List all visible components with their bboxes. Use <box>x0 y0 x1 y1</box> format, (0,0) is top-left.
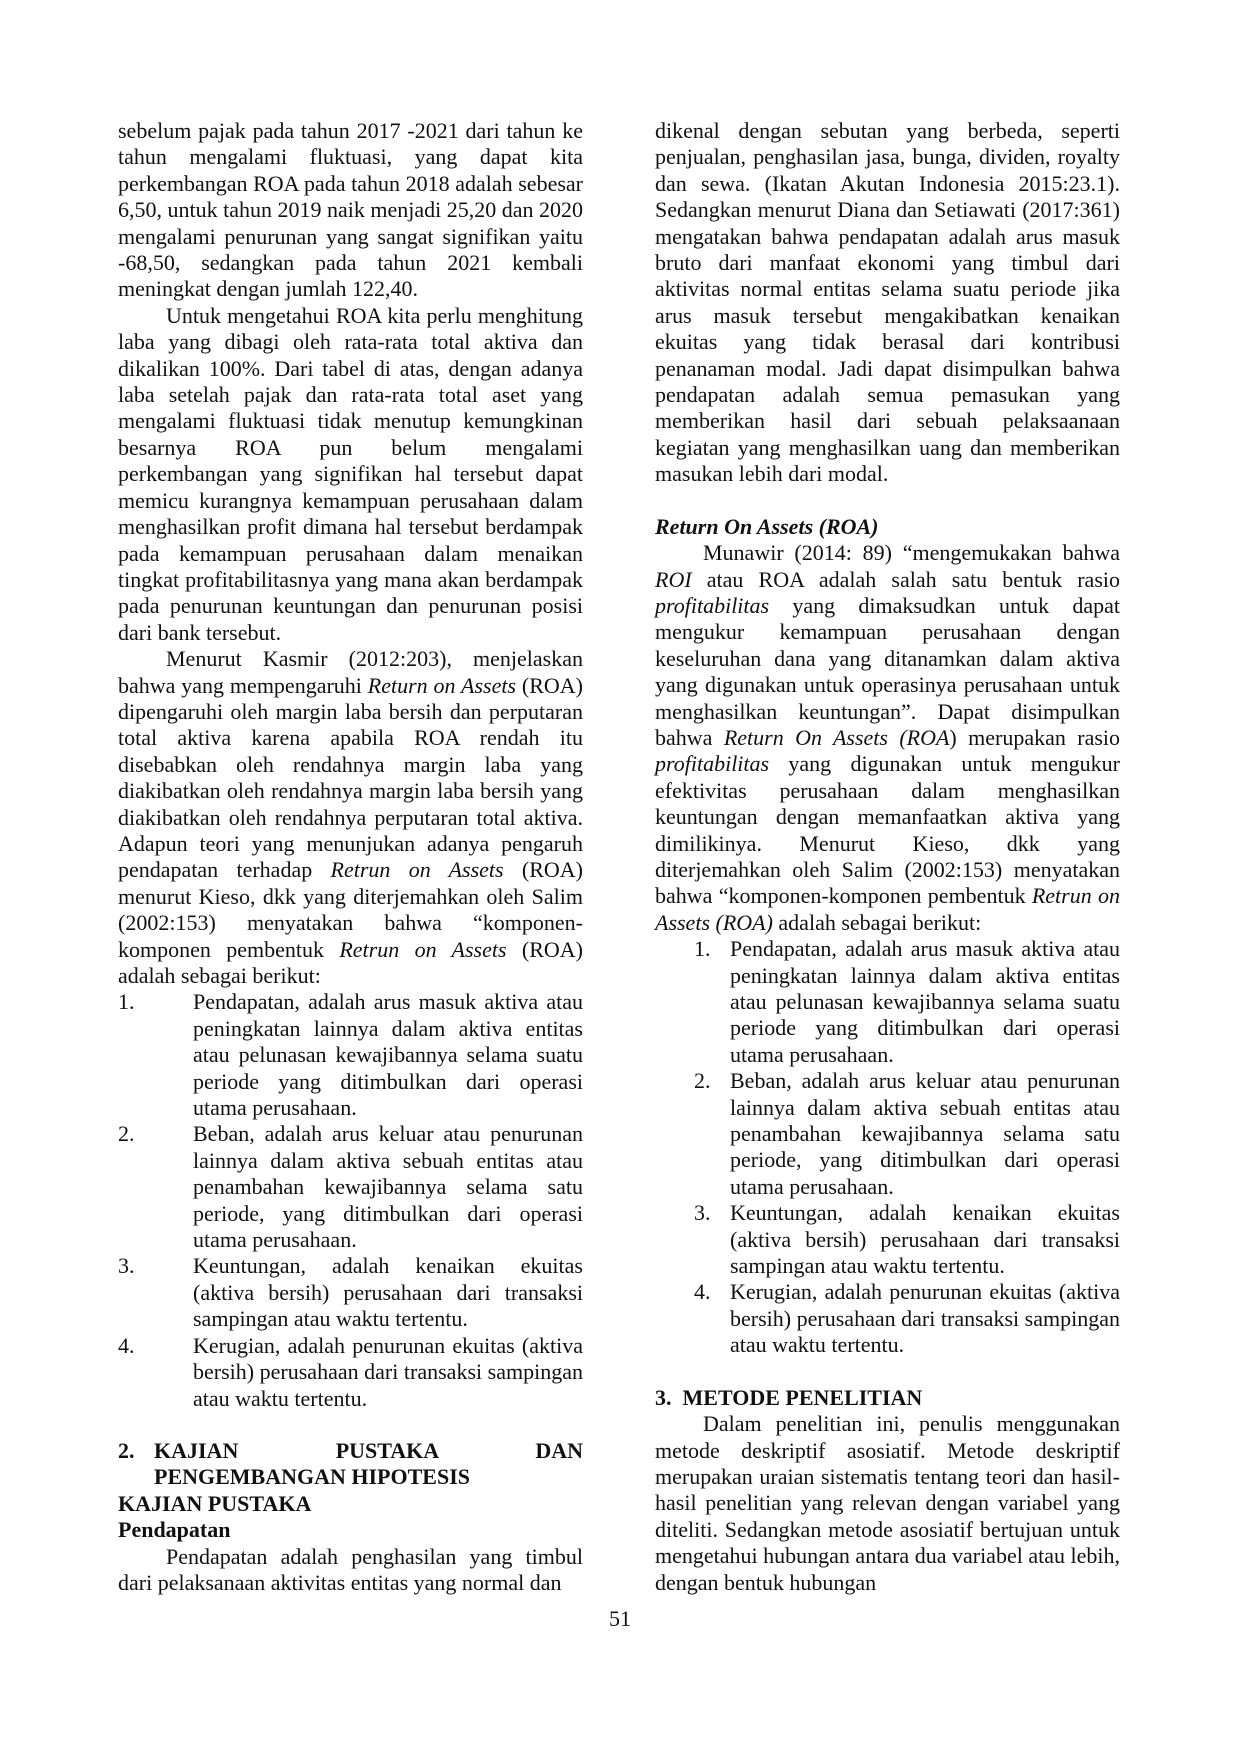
subsection-heading: Return On Assets (ROA) <box>655 513 879 539</box>
list-item <box>655 1200 1120 1279</box>
list-number: 1. <box>694 936 711 962</box>
right-column <box>655 118 1120 1596</box>
list-item <box>118 989 583 1121</box>
list-text: Pendapatan, adalah arus masuk aktiva atau peningkatan lainnya dalam aktiva entitas atau pelunasan kewajibannya selama suatu periode yang ditimbulkan dari operasi utama perusahaan. <box>730 936 1120 1067</box>
italic-term: profitabilitas <box>655 751 770 777</box>
list-text: Keuntungan, adalah kenaikan ekuitas (aktiva bersih) perusahaan dari transaksi sampingan atau waktu tertentu. <box>730 1200 1120 1279</box>
section-heading <box>118 1438 583 1464</box>
left-column <box>118 118 583 1596</box>
text-run: adalah sebagai berikut: <box>772 909 982 935</box>
numbered-list <box>118 989 583 1412</box>
paragraph: Dalam penelitian ini, penulis menggunakan metode deskriptif asosiatif. Metode deskriptif merupakan uraian sistematis tentang teori dan hasil-hasil penelitian yang relevan dengan variabel yang diteliti. Sedangkan metode asosiatif bertujuan untuk mengetahui hubungan antara dua variabel atau lebih, dengan bentuk hubungan <box>655 1411 1120 1595</box>
italic-term: Return on Assets <box>367 672 517 698</box>
italic-term: ROI <box>655 566 692 592</box>
text-run: yang dimaksudkan untuk dapat mengukur kemampuan perusahaan dengan keseluruhan dana yang ditanamkan dalam aktiva yang digunakan untuk operasinya perusahaan untuk menghasilkan keuntungan”. Dapat disimpulkan bahwa <box>655 592 1120 750</box>
list-item <box>655 936 1120 1068</box>
text-run: (ROA) adalah sebagai berikut: <box>118 936 583 988</box>
list-text: Kerugian, adalah penurunan ekuitas (aktiva bersih) perusahaan dari transaksi sampingan atau waktu tertentu. <box>193 1332 583 1411</box>
numbered-list <box>655 936 1120 1359</box>
subsection-heading: KAJIAN PUSTAKA <box>118 1490 312 1516</box>
section-title-continued: PENGEMBANGAN HIPOTESIS <box>154 1464 470 1490</box>
list-item <box>655 1068 1120 1200</box>
section-heading: 3. METODE PENELITIAN <box>655 1384 923 1410</box>
text-run: Munawir (2014: 89) “mengemukakan bahwa <box>703 540 1120 566</box>
italic-term: Return On Assets (ROA <box>723 724 950 750</box>
list-text: Kerugian, adalah penurunan ekuitas (aktiva bersih) perusahaan dari transaksi sampingan atau waktu tertentu. <box>730 1279 1120 1358</box>
italic-term: Retrun on Assets (ROA) <box>655 883 1120 935</box>
paragraph: Pendapatan adalah penghasilan yang timbul dari pelaksanaan aktivitas entitas yang normal dan <box>118 1543 583 1595</box>
list-number: 4. <box>118 1332 135 1358</box>
text-run: (ROA) menurut Kieso, dkk yang diterjemahkan oleh Salim (2002:153) menyatakan bahwa “komponen-komponen pembentuk <box>118 857 584 962</box>
list-item <box>118 1253 583 1332</box>
list-number: 2. <box>118 1121 135 1147</box>
list-item <box>118 1121 583 1253</box>
list-item <box>118 1333 583 1412</box>
list-item <box>655 1279 1120 1358</box>
list-number: 3. <box>118 1253 135 1279</box>
list-number: 3. <box>694 1200 711 1226</box>
list-number: 2. <box>694 1068 711 1094</box>
list-text: Keuntungan, adalah kenaikan ekuitas (aktiva bersih) perusahaan dari transaksi sampingan atau waktu tertentu. <box>193 1253 583 1332</box>
paragraph <box>118 646 583 989</box>
subsection-heading: Pendapatan <box>118 1517 231 1543</box>
text-run: atau ROA adalah salah satu bentuk rasio <box>691 566 1120 592</box>
list-text: Pendapatan, adalah arus masuk aktiva atau peningkatan lainnya dalam aktiva entitas atau pelunasan kewajibannya selama suatu periode yang ditimbulkan dari operasi utama perusahaan. <box>193 989 583 1121</box>
paragraph: sebelum pajak pada tahun 2017 -2021 dari tahun ke tahun mengalami fluktuasi, yang dapat kita perkembangan ROA pada tahun 2018 adalah sebesar 6,50, untuk tahun 2019 naik menjadi 25,20 dan 2020 mengalami penurunan yang sangat signifikan yaitu -68,50, sedangkan pada tahun 2021 kembali meningkat dengan jumlah 122,40. <box>118 118 583 302</box>
page-number: 51 <box>609 1606 631 1631</box>
paragraph: dikenal dengan sebutan yang berbeda, seperti penjualan, penghasilan jasa, bunga, dividen, royalty dan sewa. (Ikatan Akutan Indonesia 2015:23.1). Sedangkan menurut Diana dan Setiawati (2017:361) mengatakan bahwa pendapatan adalah arus masuk bruto dari manfaat ekonomi yang timbul dari aktivitas normal entitas selama suatu periode jika arus masuk tersebut mengakibatkan kenaikan ekuitas yang tidak berasal dari kontribusi penanaman modal. Jadi dapat disimpulkan bahwa pendapatan adalah semua pemasukan yang memberikan hasil dari sebuah pelaksaanaan kegiatan yang menghasilkan uang dan memberikan masukan lebih dari modal. <box>655 118 1120 487</box>
text-run: ) merupakan rasio <box>949 724 1121 750</box>
list-number: 4. <box>694 1279 711 1305</box>
text-run: Menurut Kasmir (2012:203), menjelaskan bahwa yang mempengaruhi <box>118 646 583 698</box>
list-number: 1. <box>118 989 135 1015</box>
section-number: 2. <box>118 1437 135 1463</box>
text-run: yang digunakan untuk mengukur efektivitas perusahaan dalam menghasilkan keuntungan dengan memanfaatkan aktiva yang dimilikinya. Menurut Kieso, dkk yang diterjemahkan oleh Salim (2002:153) menyatakan bahwa “komponen-komponen pembentuk <box>655 751 1120 909</box>
italic-term: Retrun on Assets <box>339 936 507 962</box>
italic-term: profitabilitas <box>655 592 770 618</box>
list-text: Beban, adalah arus keluar atau penurunan lainnya dalam aktiva sebuah entitas atau penambahan kewajibannya selama satu periode, yang ditimbulkan dari operasi utama perusahaan. <box>193 1121 583 1253</box>
paragraph <box>655 540 1120 936</box>
section-title: KAJIAN PUSTAKA DAN <box>154 1437 583 1463</box>
text-run: (ROA) dipengaruhi oleh margin laba bersih dan perputaran total aktiva karena apabila ROA rendah itu disebabkan oleh rendahnya margin laba yang diakibatkan oleh rendahnya margin laba bersih yang diakibatkan oleh rendahnya perputaran total aktiva. Adapun teori yang menunjukan adanya pengaruh pendapatan terhadap <box>118 672 584 883</box>
italic-term: Retrun on Assets <box>330 857 504 883</box>
paragraph: Untuk mengetahui ROA kita perlu menghitung laba yang dibagi oleh rata-rata total aktiva dan dikalikan 100%. Dari tabel di atas, dengan adanya laba setelah pajak dan rata-rata total aset yang mengalami fluktuasi tidak menutup kemungkinan besarnya ROA pun belum mengalami perkembangan yang signifikan hal tersebut dapat memicu kurangnya kemampuan perusahaan dalam menghasilkan profit dimana hal tersebut berdampak pada kemampuan perusahaan dalam menaikan tingkat profitabilitasnya yang mana akan berdampak pada penurunan keuntungan dan penurunan posisi dari bank tersebut. <box>118 302 583 645</box>
list-text: Beban, adalah arus keluar atau penurunan lainnya dalam aktiva sebuah entitas atau penambahan kewajibannya selama satu periode, yang ditimbulkan dari operasi utama perusahaan. <box>730 1068 1120 1199</box>
